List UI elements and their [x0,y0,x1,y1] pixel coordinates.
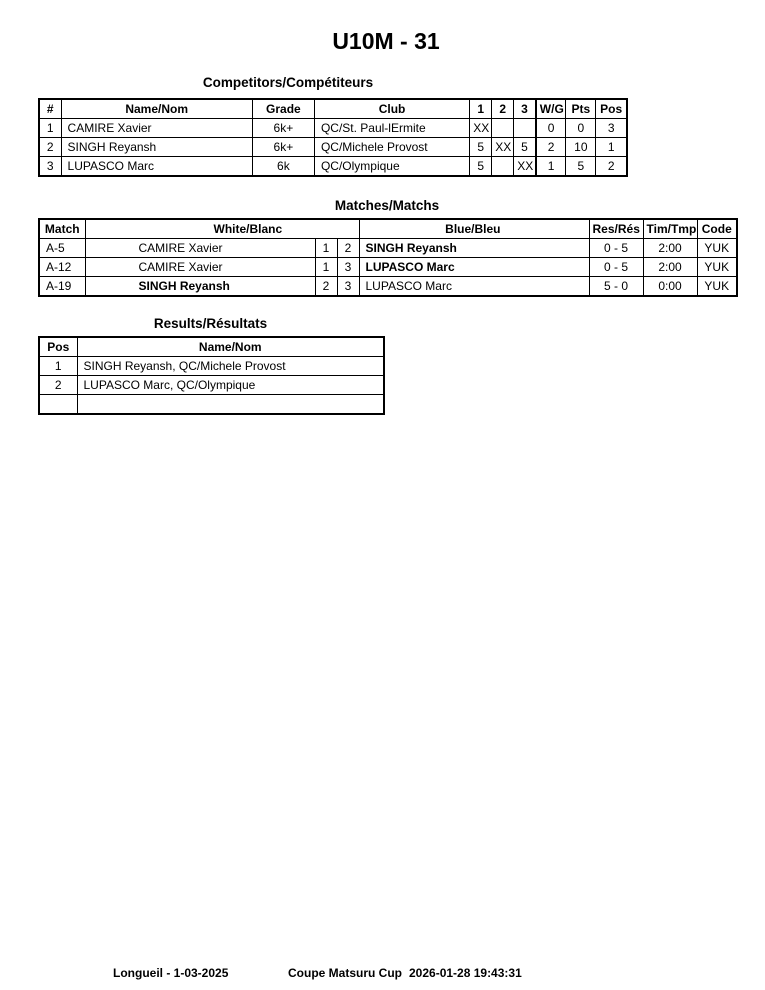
competitor-name: CAMIRE Xavier [61,119,252,138]
competitor-club: QC/Michele Provost [314,138,469,157]
competitor-name: LUPASCO Marc [61,157,252,177]
match-white-player: SINGH Reyansh [85,277,315,297]
results-header-row [39,337,384,357]
match-time: 2:00 [643,258,697,277]
header-pos: Pos [596,99,627,119]
header-pts: Pts [566,99,596,119]
match-code: YUK [697,277,737,297]
match-id: A-19 [39,277,85,297]
table-row [39,157,627,177]
match-blue-player: SINGH Reyansh [359,239,589,258]
competitor-score-3: XX [514,157,536,177]
competitor-name: SINGH Reyansh [61,138,252,157]
match-white-player: CAMIRE Xavier [85,239,315,258]
result-name: SINGH Reyansh, QC/Michele Provost [77,357,384,376]
results-heading: Results/Résultats [153,316,268,331]
header-wg: W/G [536,99,566,119]
header-score-3: 3 [514,99,536,119]
competitor-num: 2 [39,138,61,157]
table-row [39,138,627,157]
matches-header-row [39,219,737,239]
header-time: Tim/Tmp [643,219,697,239]
competitor-wg: 0 [536,119,566,138]
footer-location: Longueil - 1-03-2025 [113,966,229,980]
competitor-pos: 3 [596,119,627,138]
header-white: White/Blanc [85,219,359,239]
match-white-number: 1 [315,239,337,258]
result-pos [39,395,77,415]
competitor-club: QC/Olympique [314,157,469,177]
result-name: LUPASCO Marc, QC/Olympique [77,376,384,395]
header-code: Code [697,219,737,239]
match-blue-number: 3 [337,258,359,277]
match-result: 5 - 0 [589,277,643,297]
competitor-club: QC/St. Paul-lErmite [314,119,469,138]
competitor-pts: 5 [566,157,596,177]
match-white-number: 2 [315,277,337,297]
header-result-pos: Pos [39,337,77,357]
table-row [39,119,627,138]
competitors-heading: Competitors/Compétiteurs [202,75,374,90]
match-blue-number: 3 [337,277,359,297]
competitor-score-1: 5 [470,138,492,157]
result-name [77,395,384,415]
match-blue-player: LUPASCO Marc [359,277,589,297]
header-result-name: Name/Nom [77,337,384,357]
competitor-wg: 2 [536,138,566,157]
table-row [39,239,737,258]
table-row [39,357,384,376]
competitors-header-row [39,99,627,119]
header-score-2: 2 [492,99,514,119]
match-blue-number: 2 [337,239,359,258]
competitor-pts: 10 [566,138,596,157]
match-time: 0:00 [643,277,697,297]
footer-event: Coupe Matsuru Cup [288,966,402,980]
competitor-score-1: XX [470,119,492,138]
header-result: Res/Rés [589,219,643,239]
header-score-1: 1 [470,99,492,119]
header-grade: Grade [252,99,314,119]
competitor-num: 1 [39,119,61,138]
match-id: A-5 [39,239,85,258]
header-blue: Blue/Bleu [359,219,589,239]
competitor-grade: 6k+ [252,138,314,157]
competitor-score-2 [492,119,514,138]
match-result: 0 - 5 [589,239,643,258]
table-row [39,277,737,297]
table-row [39,376,384,395]
competitors-table [38,98,628,177]
competitor-pts: 0 [566,119,596,138]
match-white-player: CAMIRE Xavier [85,258,315,277]
header-club: Club [314,99,469,119]
result-pos: 2 [39,376,77,395]
header-match: Match [39,219,85,239]
competitor-score-2: XX [492,138,514,157]
match-code: YUK [697,258,737,277]
competitor-grade: 6k+ [252,119,314,138]
match-result: 0 - 5 [589,258,643,277]
match-code: YUK [697,239,737,258]
competitor-pos: 2 [596,157,627,177]
page-title: U10M - 31 [332,28,440,54]
matches-heading: Matches/Matchs [334,198,440,213]
match-blue-player: LUPASCO Marc [359,258,589,277]
competitor-score-3 [514,119,536,138]
match-time: 2:00 [643,239,697,258]
header-num: # [39,99,61,119]
results-table [38,336,385,415]
table-row [39,258,737,277]
header-name: Name/Nom [61,99,252,119]
match-white-number: 1 [315,258,337,277]
footer-timestamp: 2026-01-28 19:43:31 [409,966,522,980]
table-row [39,395,384,415]
competitor-wg: 1 [536,157,566,177]
competitor-pos: 1 [596,138,627,157]
competitor-score-1: 5 [470,157,492,177]
match-id: A-12 [39,258,85,277]
competitor-score-3: 5 [514,138,536,157]
competitor-score-2 [492,157,514,177]
matches-table [38,218,738,297]
competitor-grade: 6k [252,157,314,177]
result-pos: 1 [39,357,77,376]
competitor-num: 3 [39,157,61,177]
